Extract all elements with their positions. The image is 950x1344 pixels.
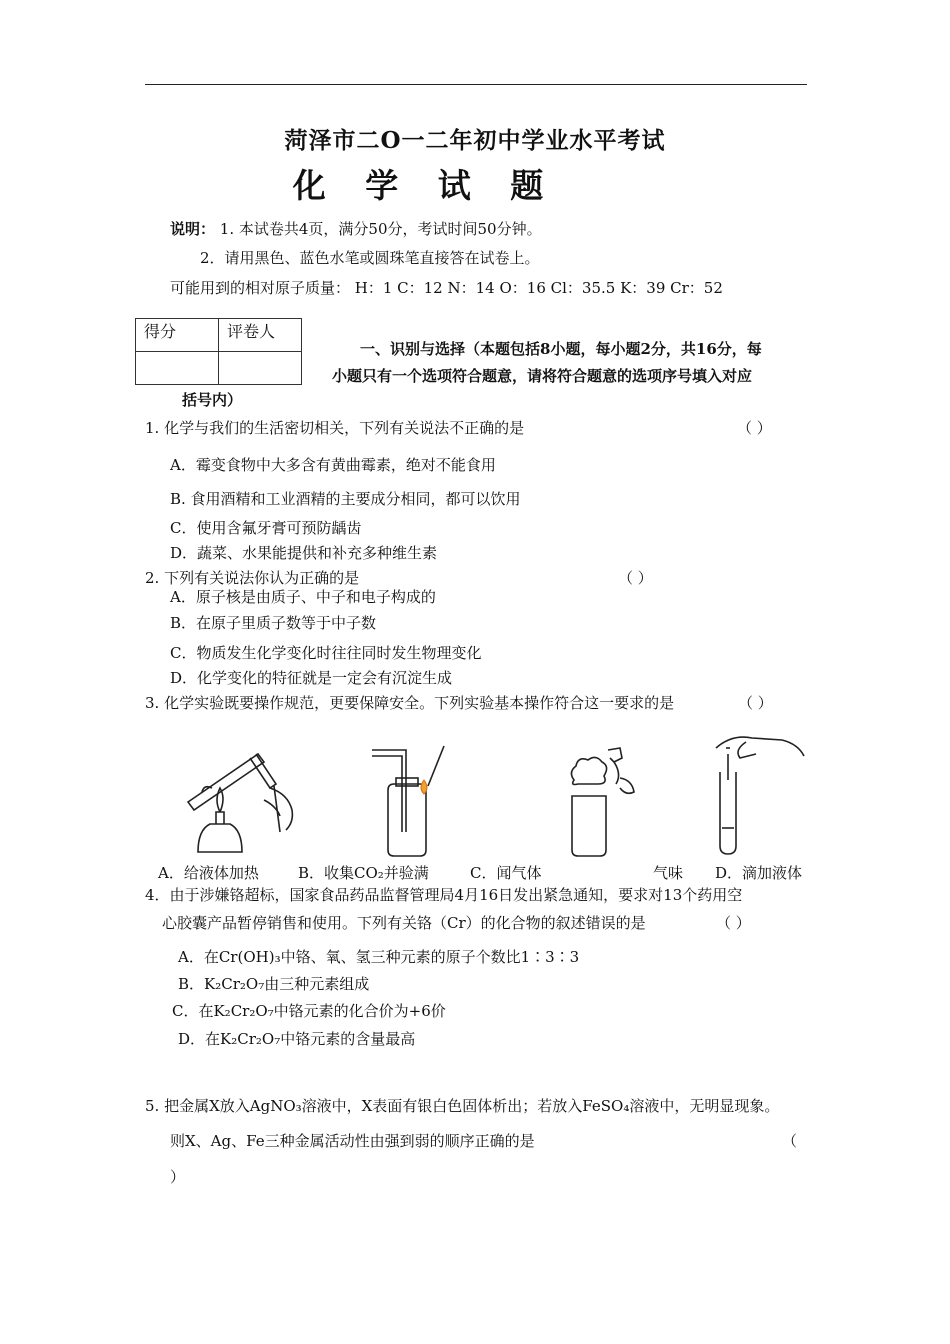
exam-title: 菏泽市二O一二年初中学业水平考试 xyxy=(284,127,666,154)
test-tube-heating-illustration xyxy=(180,740,300,860)
smelling-gas-illustration xyxy=(560,740,650,858)
q3-stem: 3. 化学实验既要操作规范，更要保障安全。下列实验基本操作符合这一要求的是 xyxy=(145,694,675,712)
q4-stem-line1: 4．由于涉嫌铬超标，国家食品药品监督管理局4月16日发出紧急通知，要求对13个药用空 xyxy=(145,886,743,904)
q2-answer-paren[interactable]: （ ） xyxy=(618,569,653,587)
q3-option-d: D．滴加液体 xyxy=(715,864,803,882)
q4-option-b: B．K₂Cr₂O₇由三种元素组成 xyxy=(178,975,370,993)
q2-option-d: D．化学变化的特征就是一定会有沉淀生成 xyxy=(170,669,453,687)
notes-line2: 2．请用黑色、蓝色水笔或圆珠笔直接答在试卷上。 xyxy=(200,249,540,267)
q3-option-c: C．闻气体 xyxy=(470,864,542,882)
notes-line1 xyxy=(170,218,542,239)
dropper-illustration xyxy=(712,728,812,858)
notes-text1: 1. 本试卷共4页，满分50分，考试时间50分钟。 xyxy=(219,220,542,238)
q2-option-c: C．物质发生化学变化时往往同时发生物理变化 xyxy=(170,644,482,662)
q2-option-a: A．原子核是由质子、中子和电子构成的 xyxy=(170,588,436,606)
q1-option-c: C．使用含氟牙膏可预防龋齿 xyxy=(170,519,362,537)
q3-option-b: B．收集CO₂并验满 xyxy=(298,864,429,882)
q4-option-d: D．在K₂Cr₂O₇中铬元素的含量最高 xyxy=(178,1030,416,1048)
section1-heading-line2: 小题只有一个选项符合题意，请将符合题意的选项序号填入对应 xyxy=(332,367,753,385)
exam-subject: 化 学 试 题 xyxy=(292,166,558,205)
q1-stem: 1. 化学与我们的生活密切相关，下列有关说法不正确的是 xyxy=(145,419,525,437)
q4-option-a: A．在Cr(OH)₃中铬、氧、氢三种元素的原子个数比1∶3∶3 xyxy=(178,948,580,966)
q5-answer-paren-close: ） xyxy=(170,1168,186,1186)
q3-option-a: A．给液体加热 xyxy=(158,864,259,882)
score-cell[interactable] xyxy=(136,352,219,385)
top-rule xyxy=(145,84,807,85)
notes-label: 说明： xyxy=(170,220,216,238)
section1-heading-line3: 括号内） xyxy=(182,391,243,409)
q4-answer-paren[interactable]: （ ） xyxy=(716,914,751,932)
q4-stem-line2: 心胶囊产品暂停销售和使用。下列有关铬（Cr）的化合物的叙述错误的是 xyxy=(162,914,646,932)
q5-stem-line2: 则X、Ag、Fe三种金属活动性由强到弱的顺序正确的是 xyxy=(170,1132,535,1150)
q3-answer-paren[interactable]: （ ） xyxy=(738,694,773,712)
q3-option-c-continued: 气味 xyxy=(653,864,684,882)
q1-option-b: B. 食用酒精和工业酒精的主要成分相同，都可以饮用 xyxy=(170,490,521,508)
q2-option-b: B．在原子里质子数等于中子数 xyxy=(170,614,377,632)
q5-answer-paren-open[interactable]: （ xyxy=(782,1132,798,1150)
grader-cell[interactable] xyxy=(219,352,302,385)
q1-answer-paren[interactable]: （ ） xyxy=(737,419,772,437)
atomic-masses: 可能用到的相对原子质量： H：1 C：12 N：14 O：16 Cl：35.5 K：39 Cr：52 xyxy=(170,279,723,297)
grader-header: 评卷人 xyxy=(219,319,302,352)
q2-stem: 2. 下列有关说法你认为正确的是 xyxy=(145,569,360,587)
gas-bottle-collection-illustration xyxy=(370,742,450,860)
q1-option-d: D．蔬菜、水果能提供和补充多种维生素 xyxy=(170,544,438,562)
section1-heading-line1: 一、识别与选择（本题包括8小题，每小题2分，共16分，每 xyxy=(360,340,762,358)
score-table xyxy=(135,318,302,385)
score-header: 得分 xyxy=(136,319,219,352)
q4-option-c: C．在K₂Cr₂O₇中铬元素的化合价为+6价 xyxy=(172,1002,446,1020)
q1-option-a: A．霉变食物中大多含有黄曲霉素，绝对不能食用 xyxy=(170,456,496,474)
q5-stem-line1: 5. 把金属X放入AgNO₃溶液中，X表面有银白色固体析出；若放入FeSO₄溶液中，无明显现象。 xyxy=(145,1097,780,1115)
